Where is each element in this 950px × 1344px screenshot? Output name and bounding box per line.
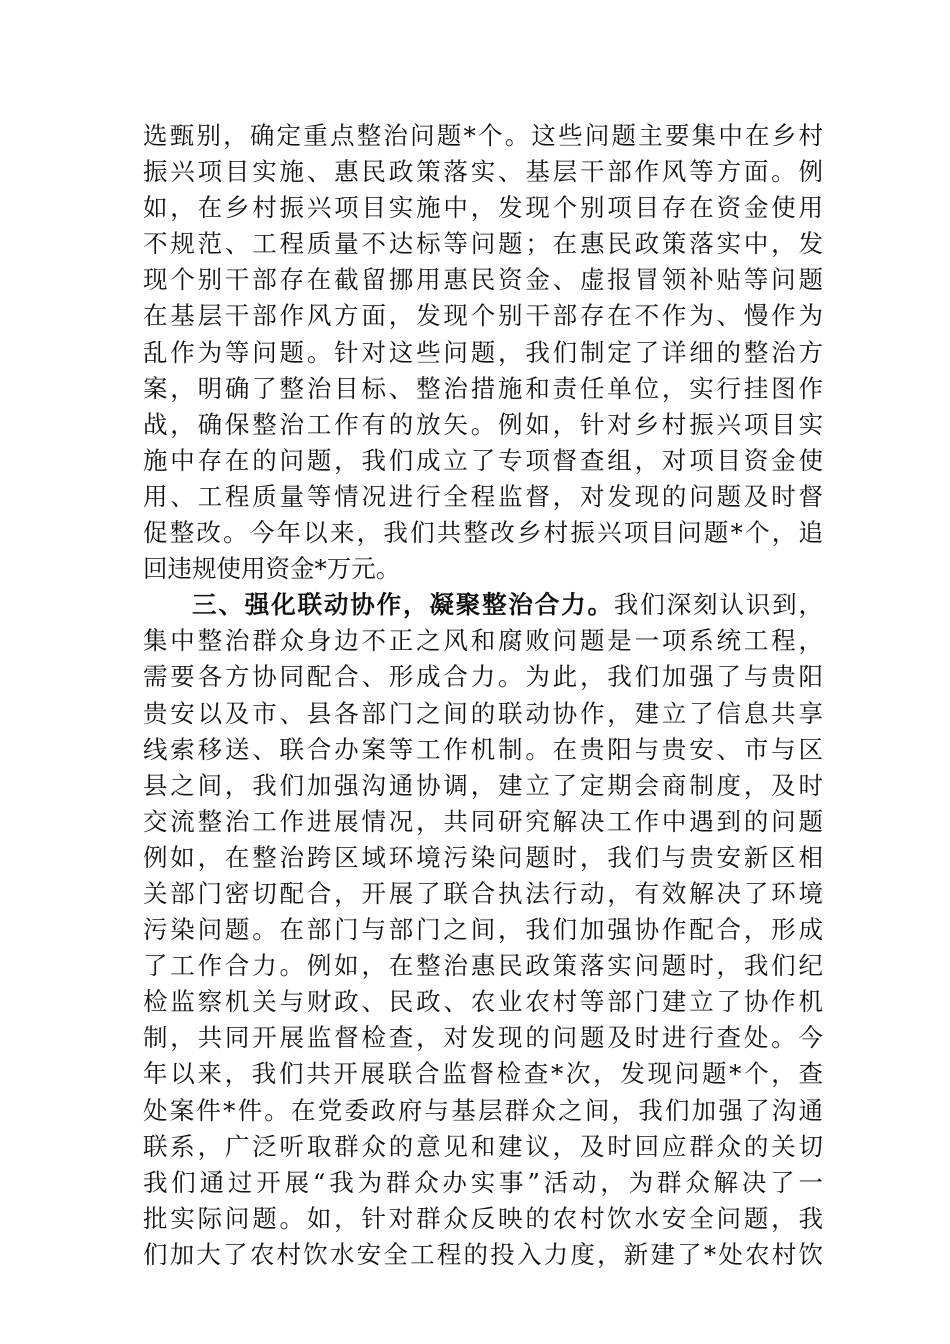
text-line: 关部门密切配合，开展了联合执法行动，有效解决了环境 bbox=[143, 878, 823, 908]
text-line: 例如，在整治跨区域环境污染问题时，我们与贵安新区相 bbox=[143, 842, 823, 872]
section-heading-line bbox=[143, 587, 823, 623]
text-line: 联系，广泛听取群众的意见和建议，及时回应群众的关切 bbox=[143, 1131, 823, 1161]
text-line: 不规范、工程质量不达标等问题；在惠民政策落实中，发 bbox=[143, 229, 823, 259]
text-line: 检监察机关与财政、民政、农业农村等部门建立了协作机 bbox=[143, 987, 823, 1017]
text-line: 制，共同开展监督检查，对发现的问题及时进行查处。今 bbox=[143, 1023, 823, 1053]
text-line: 施中存在的问题，我们成立了专项督查组，对项目资金使 bbox=[143, 445, 823, 475]
text-line: 贵安以及市、县各部门之间的联动协作，建立了信息共享 bbox=[143, 698, 823, 728]
text-line: 需要各方协同配合、形成合力。为此，我们加强了与贵阳 bbox=[143, 662, 823, 692]
text-line: 交流整治工作进展情况，共同研究解决工作中遇到的问题 bbox=[143, 806, 823, 836]
text-line: 选甄别，确定重点整治问题*个。这些问题主要集中在乡村 bbox=[143, 121, 823, 150]
text-line: 振兴项目实施、惠民政策落实、基层干部作风等方面。例 bbox=[143, 157, 823, 187]
text-line: 污染问题。在部门与部门之间，我们加强协作配合，形成 bbox=[143, 915, 823, 945]
text-line: 促整改。今年以来，我们共整改乡村振兴项目问题*个，追 bbox=[143, 518, 823, 548]
text-line: 用、工程质量等情况进行全程监督，对发现的问题及时督 bbox=[143, 481, 823, 511]
document-body bbox=[143, 118, 823, 1273]
text-line: 现个别干部存在截留挪用惠民资金、虚报冒领补贴等问题 bbox=[143, 265, 823, 295]
text-line: 战，确保整治工作有的放矢。例如，针对乡村振兴项目实 bbox=[143, 409, 823, 439]
text-line: 我们通过开展“我为群众办实事”活动，为群众解决了一 bbox=[143, 1167, 823, 1197]
text-line: 乱作为等问题。针对这些问题，我们制定了详细的整治方 bbox=[143, 337, 823, 367]
text-line: 案，明确了整治目标、整治措施和责任单位，实行挂图作 bbox=[143, 373, 823, 403]
text-line: 处案件*件。在党委政府与基层群众之间，我们加强了沟通 bbox=[143, 1095, 823, 1125]
text-line: 集中整治群众身边不正之风和腐败问题是一项系统工程， bbox=[143, 626, 823, 656]
section-heading: 三、强化联动协作，凝聚整治合力。 bbox=[192, 590, 614, 620]
paragraph-2 bbox=[143, 587, 823, 1273]
text-line: 了工作合力。例如，在整治惠民政策落实问题时，我们纪 bbox=[143, 951, 823, 981]
paragraph-1 bbox=[143, 118, 823, 587]
text-line: 年以来，我们共开展联合监督检查*次，发现问题*个，查 bbox=[143, 1059, 823, 1089]
text-line: 们加大了农村饮水安全工程的投入力度，新建了*处农村饮 bbox=[143, 1239, 823, 1269]
text-line: 回违规使用资金*万元。 bbox=[143, 554, 401, 584]
text-line: 县之间，我们加强沟通协调，建立了定期会商制度，及时 bbox=[143, 770, 823, 800]
text-line: 线索移送、联合办案等工作机制。在贵阳与贵安、市与区 bbox=[143, 734, 823, 764]
section-heading-continuation: 我们深刻认识到， bbox=[613, 590, 824, 620]
text-line: 如，在乡村振兴项目实施中，发现个别项目存在资金使用 bbox=[143, 193, 823, 223]
text-line: 在基层干部作风方面，发现个别干部存在不作为、慢作为 bbox=[143, 301, 823, 331]
text-line: 批实际问题。如，针对群众反映的农村饮水安全问题，我 bbox=[143, 1203, 823, 1233]
